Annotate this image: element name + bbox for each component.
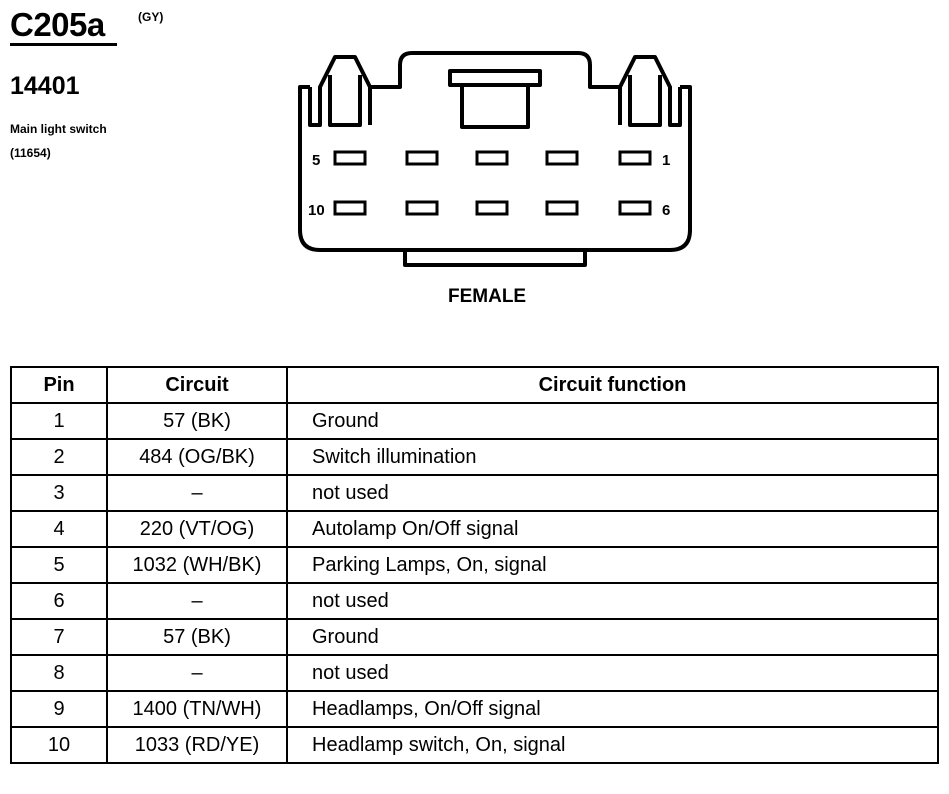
function-cell: Headlamps, On/Off signal xyxy=(287,691,938,727)
table-row xyxy=(11,403,938,439)
pin-cell: 6 xyxy=(11,583,107,619)
circuit-cell: 220 (VT/OG) xyxy=(107,511,287,547)
table-row xyxy=(11,691,938,727)
function-cell: Switch illumination xyxy=(287,439,938,475)
circuit-cell: 1033 (RD/YE) xyxy=(107,727,287,763)
function-cell: Ground xyxy=(287,403,938,439)
pin-slot-4 xyxy=(407,152,437,164)
table-row xyxy=(11,511,938,547)
bottom-rail xyxy=(405,250,585,265)
title-underline xyxy=(10,43,117,46)
table-row xyxy=(11,547,938,583)
connector-id: C205a xyxy=(10,6,105,43)
pin-slot-8 xyxy=(477,202,507,214)
component-description: Main light switch xyxy=(10,122,107,136)
circuit-cell: 1032 (WH/BK) xyxy=(107,547,287,583)
table-row xyxy=(11,475,938,511)
circuit-cell: – xyxy=(107,475,287,511)
function-cell: Ground xyxy=(287,619,938,655)
center-key-cap xyxy=(450,71,540,85)
function-cell: Autolamp On/Off signal xyxy=(287,511,938,547)
pin-label-5: 5 xyxy=(312,152,321,169)
left-latch-inner xyxy=(330,75,360,125)
table-row xyxy=(11,727,938,763)
header-circuit: Circuit xyxy=(107,367,287,403)
function-cell: not used xyxy=(287,475,938,511)
color-code: (GY) xyxy=(138,10,164,24)
header-function: Circuit function xyxy=(287,367,938,403)
circuit-cell: 484 (OG/BK) xyxy=(107,439,287,475)
pin-label-1: 1 xyxy=(662,152,671,169)
pin-slots xyxy=(335,152,650,214)
table-row xyxy=(11,439,938,475)
function-cell: not used xyxy=(287,655,938,691)
right-latch-inner xyxy=(630,75,660,125)
pinout-table xyxy=(10,366,939,764)
table-row xyxy=(11,655,938,691)
pin-cell: 8 xyxy=(11,655,107,691)
component-reference: (11654) xyxy=(10,146,51,160)
pin-slot-7 xyxy=(547,202,577,214)
circuit-cell: 57 (BK) xyxy=(107,403,287,439)
pin-cell: 3 xyxy=(11,475,107,511)
part-number: 14401 xyxy=(10,72,80,100)
pin-cell: 9 xyxy=(11,691,107,727)
table-header-row xyxy=(11,367,938,403)
pin-slot-9 xyxy=(407,202,437,214)
connector-diagram xyxy=(290,45,700,275)
circuit-cell: – xyxy=(107,583,287,619)
pin-slot-10 xyxy=(335,202,365,214)
pin-cell: 10 xyxy=(11,727,107,763)
pin-slot-2 xyxy=(547,152,577,164)
pin-cell: 4 xyxy=(11,511,107,547)
pin-cell: 2 xyxy=(11,439,107,475)
pin-cell: 1 xyxy=(11,403,107,439)
center-key xyxy=(462,85,528,127)
pin-label-6: 6 xyxy=(662,202,671,219)
pin-slot-5 xyxy=(335,152,365,164)
circuit-cell: 1400 (TN/WH) xyxy=(107,691,287,727)
pin-cell: 7 xyxy=(11,619,107,655)
pin-label-10: 10 xyxy=(308,202,325,219)
pin-slot-6 xyxy=(620,202,650,214)
pin-slot-1 xyxy=(620,152,650,164)
pin-slot-3 xyxy=(477,152,507,164)
function-cell: Parking Lamps, On, signal xyxy=(287,547,938,583)
table-row xyxy=(11,619,938,655)
table-row xyxy=(11,583,938,619)
circuit-cell: 57 (BK) xyxy=(107,619,287,655)
header-pin: Pin xyxy=(11,367,107,403)
function-cell: Headlamp switch, On, signal xyxy=(287,727,938,763)
view-label: FEMALE xyxy=(448,286,527,307)
pin-cell: 5 xyxy=(11,547,107,583)
function-cell: not used xyxy=(287,583,938,619)
circuit-cell: – xyxy=(107,655,287,691)
